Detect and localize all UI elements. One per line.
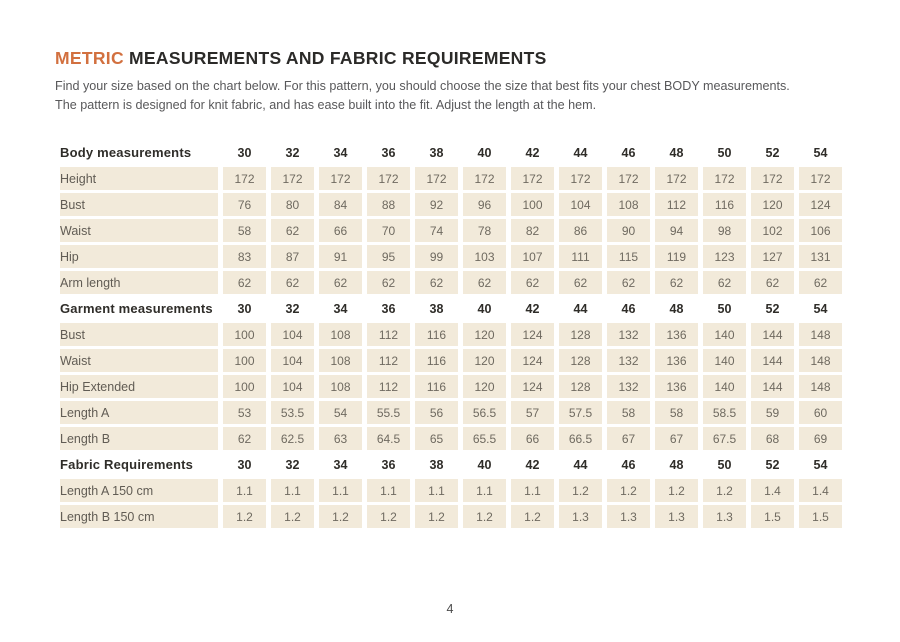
- size-header-cell: 30: [223, 453, 266, 476]
- value-cell: 1.1: [463, 479, 506, 502]
- value-cell: 1.3: [607, 505, 650, 528]
- size-header-cell: 38: [415, 453, 458, 476]
- section-header-row: [60, 297, 842, 320]
- size-header-cell: 52: [751, 453, 794, 476]
- value-cell: 59: [751, 401, 794, 424]
- size-header-cell: 46: [607, 297, 650, 320]
- value-cell: 80: [271, 193, 314, 216]
- section-header-label: Body measurements: [60, 141, 218, 164]
- value-cell: 172: [559, 167, 602, 190]
- size-header-cell: 38: [415, 141, 458, 164]
- size-header-cell: 38: [415, 297, 458, 320]
- value-cell: 148: [799, 349, 842, 372]
- value-cell: 120: [463, 323, 506, 346]
- size-header-cell: 54: [799, 453, 842, 476]
- value-cell: 62: [703, 271, 746, 294]
- value-cell: 64.5: [367, 427, 410, 450]
- value-cell: 132: [607, 375, 650, 398]
- value-cell: 1.2: [703, 479, 746, 502]
- value-cell: 62: [559, 271, 602, 294]
- value-cell: 67: [607, 427, 650, 450]
- table-row: [60, 479, 842, 502]
- value-cell: 148: [799, 323, 842, 346]
- value-cell: 112: [367, 323, 410, 346]
- value-cell: 53: [223, 401, 266, 424]
- value-cell: 1.2: [367, 505, 410, 528]
- size-header-cell: 44: [559, 297, 602, 320]
- value-cell: 57: [511, 401, 554, 424]
- value-cell: 53.5: [271, 401, 314, 424]
- size-header-cell: 34: [319, 297, 362, 320]
- page-title-rest: MEASUREMENTS AND FABRIC REQUIREMENTS: [123, 48, 547, 68]
- value-cell: 62: [367, 271, 410, 294]
- value-cell: 1.2: [223, 505, 266, 528]
- value-cell: 136: [655, 323, 698, 346]
- value-cell: 99: [415, 245, 458, 268]
- value-cell: 148: [799, 375, 842, 398]
- value-cell: 1.1: [367, 479, 410, 502]
- value-cell: 62: [511, 271, 554, 294]
- size-header-cell: 46: [607, 141, 650, 164]
- value-cell: 108: [319, 323, 362, 346]
- size-header-cell: 32: [271, 141, 314, 164]
- value-cell: 62: [607, 271, 650, 294]
- value-cell: 172: [415, 167, 458, 190]
- value-cell: 1.3: [559, 505, 602, 528]
- value-cell: 172: [703, 167, 746, 190]
- row-label-cell: Length A 150 cm: [60, 479, 218, 502]
- value-cell: 76: [223, 193, 266, 216]
- value-cell: 172: [223, 167, 266, 190]
- value-cell: 136: [655, 375, 698, 398]
- size-header-cell: 36: [367, 297, 410, 320]
- value-cell: 1.2: [559, 479, 602, 502]
- value-cell: 128: [559, 375, 602, 398]
- value-cell: 67: [655, 427, 698, 450]
- value-cell: 144: [751, 375, 794, 398]
- value-cell: 1.2: [655, 479, 698, 502]
- size-header-cell: 30: [223, 141, 266, 164]
- value-cell: 106: [799, 219, 842, 242]
- value-cell: 62: [319, 271, 362, 294]
- value-cell: 90: [607, 219, 650, 242]
- value-cell: 111: [559, 245, 602, 268]
- value-cell: 58: [607, 401, 650, 424]
- value-cell: 104: [271, 349, 314, 372]
- measurements-table: [55, 138, 847, 531]
- value-cell: 119: [655, 245, 698, 268]
- value-cell: 88: [367, 193, 410, 216]
- value-cell: 62: [463, 271, 506, 294]
- row-label-cell: Waist: [60, 219, 218, 242]
- value-cell: 87: [271, 245, 314, 268]
- value-cell: 116: [415, 349, 458, 372]
- value-cell: 1.1: [511, 479, 554, 502]
- value-cell: 124: [799, 193, 842, 216]
- size-header-cell: 34: [319, 453, 362, 476]
- table-row: [60, 219, 842, 242]
- value-cell: 82: [511, 219, 554, 242]
- value-cell: 95: [367, 245, 410, 268]
- section-header-label: Garment measurements: [60, 297, 218, 320]
- table-row: [60, 193, 842, 216]
- size-header-cell: 40: [463, 453, 506, 476]
- section-header-label: Fabric Requirements: [60, 453, 218, 476]
- table-row: [60, 401, 842, 424]
- value-cell: 124: [511, 349, 554, 372]
- value-cell: 144: [751, 349, 794, 372]
- size-header-cell: 50: [703, 453, 746, 476]
- row-label-cell: Height: [60, 167, 218, 190]
- value-cell: 100: [511, 193, 554, 216]
- size-header-cell: 48: [655, 453, 698, 476]
- size-header-cell: 42: [511, 297, 554, 320]
- value-cell: 120: [463, 375, 506, 398]
- table-row: [60, 505, 842, 528]
- value-cell: 104: [559, 193, 602, 216]
- value-cell: 62: [223, 271, 266, 294]
- value-cell: 100: [223, 349, 266, 372]
- value-cell: 100: [223, 375, 266, 398]
- value-cell: 1.1: [271, 479, 314, 502]
- value-cell: 69: [799, 427, 842, 450]
- row-label-cell: Waist: [60, 349, 218, 372]
- value-cell: 62: [415, 271, 458, 294]
- value-cell: 128: [559, 323, 602, 346]
- table-row: [60, 375, 842, 398]
- value-cell: 66: [511, 427, 554, 450]
- size-header-cell: 52: [751, 141, 794, 164]
- value-cell: 116: [703, 193, 746, 216]
- value-cell: 94: [655, 219, 698, 242]
- size-header-cell: 52: [751, 297, 794, 320]
- size-header-cell: 36: [367, 141, 410, 164]
- value-cell: 54: [319, 401, 362, 424]
- value-cell: 108: [319, 349, 362, 372]
- value-cell: 58.5: [703, 401, 746, 424]
- value-cell: 1.1: [223, 479, 266, 502]
- size-header-cell: 42: [511, 453, 554, 476]
- value-cell: 63: [319, 427, 362, 450]
- page-title-highlight: METRIC: [55, 48, 124, 68]
- size-header-cell: 40: [463, 141, 506, 164]
- value-cell: 104: [271, 323, 314, 346]
- value-cell: 140: [703, 349, 746, 372]
- value-cell: 65.5: [463, 427, 506, 450]
- intro-line-1: Find your size based on the chart below. For this pattern, you should choose the size that best fits your chest BODY measurements.: [55, 79, 790, 93]
- value-cell: 115: [607, 245, 650, 268]
- value-cell: 120: [751, 193, 794, 216]
- value-cell: 67.5: [703, 427, 746, 450]
- size-header-cell: 44: [559, 453, 602, 476]
- size-header-cell: 54: [799, 297, 842, 320]
- value-cell: 56.5: [463, 401, 506, 424]
- section-header-row: [60, 453, 842, 476]
- value-cell: 140: [703, 323, 746, 346]
- value-cell: 116: [415, 375, 458, 398]
- value-cell: 132: [607, 349, 650, 372]
- table-row: [60, 323, 842, 346]
- value-cell: 1.2: [415, 505, 458, 528]
- value-cell: 1.5: [799, 505, 842, 528]
- value-cell: 108: [319, 375, 362, 398]
- value-cell: 62: [799, 271, 842, 294]
- value-cell: 55.5: [367, 401, 410, 424]
- value-cell: 112: [367, 375, 410, 398]
- value-cell: 98: [703, 219, 746, 242]
- table-row: [60, 427, 842, 450]
- value-cell: 65: [415, 427, 458, 450]
- value-cell: 1.3: [655, 505, 698, 528]
- value-cell: 107: [511, 245, 554, 268]
- size-header-cell: 48: [655, 297, 698, 320]
- value-cell: 58: [655, 401, 698, 424]
- size-header-cell: 50: [703, 297, 746, 320]
- value-cell: 58: [223, 219, 266, 242]
- intro-text: [55, 77, 885, 114]
- value-cell: 103: [463, 245, 506, 268]
- row-label-cell: Length B 150 cm: [60, 505, 218, 528]
- row-label-cell: Bust: [60, 193, 218, 216]
- value-cell: 172: [751, 167, 794, 190]
- row-label-cell: Bust: [60, 323, 218, 346]
- size-header-cell: 42: [511, 141, 554, 164]
- value-cell: 100: [223, 323, 266, 346]
- value-cell: 1.4: [751, 479, 794, 502]
- size-header-cell: 36: [367, 453, 410, 476]
- value-cell: 1.1: [319, 479, 362, 502]
- size-header-cell: 30: [223, 297, 266, 320]
- value-cell: 123: [703, 245, 746, 268]
- value-cell: 136: [655, 349, 698, 372]
- value-cell: 57.5: [559, 401, 602, 424]
- value-cell: 1.5: [751, 505, 794, 528]
- value-cell: 116: [415, 323, 458, 346]
- value-cell: 172: [367, 167, 410, 190]
- table-row: [60, 349, 842, 372]
- row-label-cell: Hip Extended: [60, 375, 218, 398]
- value-cell: 84: [319, 193, 362, 216]
- value-cell: 1.2: [511, 505, 554, 528]
- value-cell: 92: [415, 193, 458, 216]
- value-cell: 62: [655, 271, 698, 294]
- value-cell: 124: [511, 375, 554, 398]
- value-cell: 91: [319, 245, 362, 268]
- value-cell: 62: [223, 427, 266, 450]
- value-cell: 108: [607, 193, 650, 216]
- value-cell: 131: [799, 245, 842, 268]
- value-cell: 128: [559, 349, 602, 372]
- value-cell: 83: [223, 245, 266, 268]
- page-title: [55, 48, 547, 69]
- value-cell: 127: [751, 245, 794, 268]
- value-cell: 112: [655, 193, 698, 216]
- value-cell: 172: [607, 167, 650, 190]
- value-cell: 66.5: [559, 427, 602, 450]
- value-cell: 144: [751, 323, 794, 346]
- size-header-cell: 54: [799, 141, 842, 164]
- value-cell: 70: [367, 219, 410, 242]
- value-cell: 1.1: [415, 479, 458, 502]
- row-label-cell: Hip: [60, 245, 218, 268]
- size-header-cell: 46: [607, 453, 650, 476]
- value-cell: 172: [271, 167, 314, 190]
- value-cell: 120: [463, 349, 506, 372]
- value-cell: 1.2: [319, 505, 362, 528]
- value-cell: 86: [559, 219, 602, 242]
- value-cell: 96: [463, 193, 506, 216]
- value-cell: 62: [271, 271, 314, 294]
- value-cell: 112: [367, 349, 410, 372]
- value-cell: 62: [271, 219, 314, 242]
- size-header-cell: 44: [559, 141, 602, 164]
- table-row: [60, 271, 842, 294]
- value-cell: 68: [751, 427, 794, 450]
- row-label-cell: Length B: [60, 427, 218, 450]
- value-cell: 172: [511, 167, 554, 190]
- size-header-cell: 40: [463, 297, 506, 320]
- size-header-cell: 34: [319, 141, 362, 164]
- value-cell: 172: [799, 167, 842, 190]
- value-cell: 140: [703, 375, 746, 398]
- value-cell: 56: [415, 401, 458, 424]
- intro-line-2: The pattern is designed for knit fabric, and has ease built into the fit. Adjust the length at the hem.: [55, 97, 597, 112]
- value-cell: 1.2: [463, 505, 506, 528]
- value-cell: 102: [751, 219, 794, 242]
- value-cell: 62.5: [271, 427, 314, 450]
- row-label-cell: Arm length: [60, 271, 218, 294]
- value-cell: 172: [655, 167, 698, 190]
- value-cell: 1.4: [799, 479, 842, 502]
- value-cell: 1.2: [271, 505, 314, 528]
- value-cell: 124: [511, 323, 554, 346]
- size-header-cell: 32: [271, 453, 314, 476]
- value-cell: 172: [319, 167, 362, 190]
- table-row: [60, 245, 842, 268]
- table-row: [60, 167, 842, 190]
- value-cell: 62: [751, 271, 794, 294]
- value-cell: 74: [415, 219, 458, 242]
- value-cell: 1.2: [607, 479, 650, 502]
- size-header-cell: 50: [703, 141, 746, 164]
- value-cell: 78: [463, 219, 506, 242]
- row-label-cell: Length A: [60, 401, 218, 424]
- value-cell: 60: [799, 401, 842, 424]
- size-header-cell: 32: [271, 297, 314, 320]
- size-header-cell: 48: [655, 141, 698, 164]
- section-header-row: [60, 141, 842, 164]
- value-cell: 66: [319, 219, 362, 242]
- value-cell: 132: [607, 323, 650, 346]
- value-cell: 1.3: [703, 505, 746, 528]
- value-cell: 104: [271, 375, 314, 398]
- page-number: 4: [446, 602, 454, 616]
- value-cell: 172: [463, 167, 506, 190]
